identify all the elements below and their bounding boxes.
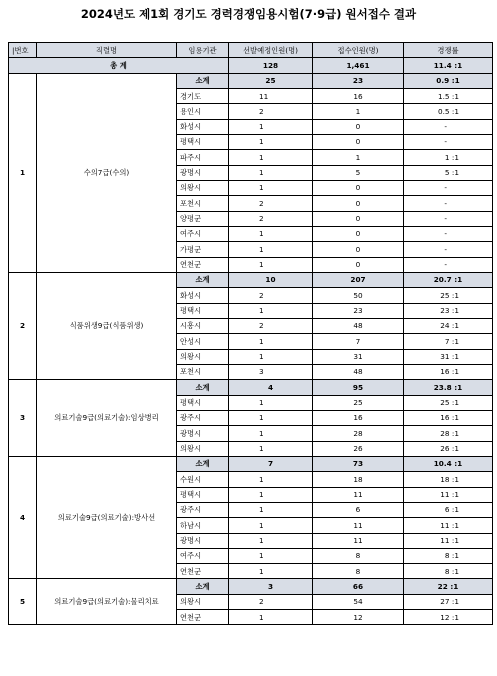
agency-cell: 포천시 bbox=[177, 364, 229, 379]
agency-cell: 수원시 bbox=[177, 472, 229, 487]
ratio-cell: 23.8 :1 bbox=[404, 380, 493, 395]
planned-cell: 1 bbox=[229, 257, 313, 272]
ratio-cell: - bbox=[404, 196, 493, 211]
agency-cell: 화성시 bbox=[177, 119, 229, 134]
planned-cell: 1 bbox=[229, 180, 313, 195]
ratio-cell: 16 :1 bbox=[404, 364, 493, 379]
planned-cell: 1 bbox=[229, 548, 313, 563]
header-applied: 접수인원(명) bbox=[313, 43, 404, 58]
ratio-cell: 0.5 :1 bbox=[404, 104, 493, 119]
applied-cell: 66 bbox=[313, 579, 404, 594]
agency-cell: 광주시 bbox=[177, 502, 229, 517]
group-number: 1 bbox=[9, 73, 37, 272]
ratio-cell: - bbox=[404, 211, 493, 226]
job-series-name: 의료기술9급(의료기술):물리치료 bbox=[37, 579, 177, 625]
ratio-cell: 5 :1 bbox=[404, 165, 493, 180]
ratio-cell: - bbox=[404, 242, 493, 257]
header-name: 직렬명 bbox=[37, 43, 177, 58]
ratio-cell: 25 :1 bbox=[404, 395, 493, 410]
planned-cell: 1 bbox=[229, 395, 313, 410]
ratio-cell: 23 :1 bbox=[404, 303, 493, 318]
ratio-cell: 20.7 :1 bbox=[404, 272, 493, 287]
applied-cell: 0 bbox=[313, 196, 404, 211]
subtotal-row bbox=[9, 272, 493, 287]
agency-cell: 평택시 bbox=[177, 395, 229, 410]
ratio-cell: - bbox=[404, 226, 493, 241]
applied-cell: 48 bbox=[313, 318, 404, 333]
applied-cell: 6 bbox=[313, 502, 404, 517]
planned-cell: 1 bbox=[229, 349, 313, 364]
applied-cell: 50 bbox=[313, 288, 404, 303]
agency-cell: 파주시 bbox=[177, 150, 229, 165]
agency-cell: 연천군 bbox=[177, 564, 229, 579]
agency-cell: 광명시 bbox=[177, 533, 229, 548]
total-applied: 1,461 bbox=[313, 58, 404, 73]
ratio-cell: 1 :1 bbox=[404, 150, 493, 165]
agency-cell: 안성시 bbox=[177, 334, 229, 349]
subtotal-row bbox=[9, 73, 493, 88]
applied-cell: 0 bbox=[313, 226, 404, 241]
agency-cell: 평택시 bbox=[177, 303, 229, 318]
applied-cell: 48 bbox=[313, 364, 404, 379]
applied-cell: 5 bbox=[313, 165, 404, 180]
applied-cell: 26 bbox=[313, 441, 404, 456]
applied-cell: 0 bbox=[313, 211, 404, 226]
planned-cell: 1 bbox=[229, 472, 313, 487]
planned-cell: 2 bbox=[229, 318, 313, 333]
planned-cell: 1 bbox=[229, 502, 313, 517]
job-series-name: 수의7급(수의) bbox=[37, 73, 177, 272]
agency-cell: 소계 bbox=[177, 456, 229, 471]
ratio-cell: 18 :1 bbox=[404, 472, 493, 487]
planned-cell: 2 bbox=[229, 104, 313, 119]
agency-cell: 평택시 bbox=[177, 134, 229, 149]
ratio-cell: - bbox=[404, 119, 493, 134]
ratio-cell: 24 :1 bbox=[404, 318, 493, 333]
planned-cell: 4 bbox=[229, 380, 313, 395]
planned-cell: 1 bbox=[229, 564, 313, 579]
agency-cell: 광명시 bbox=[177, 165, 229, 180]
applied-cell: 11 bbox=[313, 533, 404, 548]
header-org: 임용기관 bbox=[177, 43, 229, 58]
planned-cell: 1 bbox=[229, 410, 313, 425]
planned-cell: 3 bbox=[229, 364, 313, 379]
agency-cell: 소계 bbox=[177, 73, 229, 88]
header-planned: 선발예정인원(명) bbox=[229, 43, 313, 58]
applied-cell: 207 bbox=[313, 272, 404, 287]
planned-cell: 1 bbox=[229, 441, 313, 456]
page-title: 2024년도 제1회 경기도 경력경쟁임용시험(7·9급) 원서접수 결과 bbox=[80, 7, 417, 21]
planned-cell: 1 bbox=[229, 242, 313, 257]
planned-cell: 25 bbox=[229, 73, 313, 88]
agency-cell: 경기도 bbox=[177, 88, 229, 103]
agency-cell: 광명시 bbox=[177, 426, 229, 441]
ratio-cell: 28 :1 bbox=[404, 426, 493, 441]
ratio-cell: 8 :1 bbox=[404, 548, 493, 563]
group-number: 3 bbox=[9, 380, 37, 457]
planned-cell: 1 bbox=[229, 334, 313, 349]
ratio-cell: 12 :1 bbox=[404, 610, 493, 625]
total-planned: 128 bbox=[229, 58, 313, 73]
planned-cell: 1 bbox=[229, 119, 313, 134]
ratio-cell: 25 :1 bbox=[404, 288, 493, 303]
agency-cell: 여주시 bbox=[177, 226, 229, 241]
job-series-name: 의료기술9급(의료기술):임상병리 bbox=[37, 380, 177, 457]
group-number: 4 bbox=[9, 456, 37, 579]
applied-cell: 28 bbox=[313, 426, 404, 441]
ratio-cell: 22 :1 bbox=[404, 579, 493, 594]
planned-cell: 1 bbox=[229, 533, 313, 548]
planned-cell: 10 bbox=[229, 272, 313, 287]
planned-cell: 2 bbox=[229, 211, 313, 226]
subtotal-row bbox=[9, 380, 493, 395]
ratio-cell: 26 :1 bbox=[404, 441, 493, 456]
ratio-cell: 11 :1 bbox=[404, 518, 493, 533]
ratio-cell: 8 :1 bbox=[404, 564, 493, 579]
planned-cell: 1 bbox=[229, 518, 313, 533]
applied-cell: 23 bbox=[313, 73, 404, 88]
applied-cell: 1 bbox=[313, 150, 404, 165]
ratio-cell: 10.4 :1 bbox=[404, 456, 493, 471]
job-series-name: 식품위생9급(식품위생) bbox=[37, 272, 177, 379]
applied-cell: 16 bbox=[313, 88, 404, 103]
subtotal-row bbox=[9, 456, 493, 471]
agency-cell: 연천군 bbox=[177, 257, 229, 272]
total-label: 총 계 bbox=[9, 58, 229, 73]
agency-cell: 소계 bbox=[177, 579, 229, 594]
agency-cell: 의왕시 bbox=[177, 441, 229, 456]
applied-cell: 8 bbox=[313, 564, 404, 579]
ratio-cell: - bbox=[404, 134, 493, 149]
ratio-cell: 0.9 :1 bbox=[404, 73, 493, 88]
applied-cell: 0 bbox=[313, 134, 404, 149]
applied-cell: 11 bbox=[313, 518, 404, 533]
agency-cell: 소계 bbox=[177, 380, 229, 395]
planned-cell: 1 bbox=[229, 303, 313, 318]
planned-cell: 11 bbox=[229, 88, 313, 103]
ratio-cell: - bbox=[404, 180, 493, 195]
agency-cell: 양평군 bbox=[177, 211, 229, 226]
planned-cell: 1 bbox=[229, 134, 313, 149]
applied-cell: 8 bbox=[313, 548, 404, 563]
applied-cell: 95 bbox=[313, 380, 404, 395]
header-ratio: 경쟁률 bbox=[404, 43, 493, 58]
ratio-cell: 1.5 :1 bbox=[404, 88, 493, 103]
subtotal-row bbox=[9, 579, 493, 594]
results-table bbox=[8, 42, 493, 625]
applied-cell: 0 bbox=[313, 180, 404, 195]
group-number: 5 bbox=[9, 579, 37, 625]
ratio-cell: 31 :1 bbox=[404, 349, 493, 364]
header-row bbox=[9, 43, 493, 58]
planned-cell: 1 bbox=[229, 487, 313, 502]
applied-cell: 12 bbox=[313, 610, 404, 625]
planned-cell: 2 bbox=[229, 594, 313, 609]
applied-cell: 73 bbox=[313, 456, 404, 471]
agency-cell: 용인시 bbox=[177, 104, 229, 119]
applied-cell: 54 bbox=[313, 594, 404, 609]
ratio-cell: 7 :1 bbox=[404, 334, 493, 349]
planned-cell: 1 bbox=[229, 426, 313, 441]
agency-cell: 화성시 bbox=[177, 288, 229, 303]
planned-cell: 2 bbox=[229, 196, 313, 211]
total-row bbox=[9, 58, 493, 73]
agency-cell: 광주시 bbox=[177, 410, 229, 425]
applied-cell: 11 bbox=[313, 487, 404, 502]
applied-cell: 25 bbox=[313, 395, 404, 410]
planned-cell: 2 bbox=[229, 288, 313, 303]
job-series-name: 의료기술9급(의료기술):방사선 bbox=[37, 456, 177, 579]
applied-cell: 18 bbox=[313, 472, 404, 487]
total-ratio: 11.4 :1 bbox=[404, 58, 493, 73]
agency-cell: 평택시 bbox=[177, 487, 229, 502]
ratio-cell: 16 :1 bbox=[404, 410, 493, 425]
agency-cell: 가평군 bbox=[177, 242, 229, 257]
planned-cell: 1 bbox=[229, 610, 313, 625]
agency-cell: 하남시 bbox=[177, 518, 229, 533]
group-number: 2 bbox=[9, 272, 37, 379]
header-no: |번호 bbox=[9, 43, 37, 58]
agency-cell: 의왕시 bbox=[177, 180, 229, 195]
planned-cell: 1 bbox=[229, 150, 313, 165]
agency-cell: 포천시 bbox=[177, 196, 229, 211]
agency-cell: 의왕시 bbox=[177, 594, 229, 609]
agency-cell: 소계 bbox=[177, 272, 229, 287]
applied-cell: 23 bbox=[313, 303, 404, 318]
agency-cell: 의왕시 bbox=[177, 349, 229, 364]
agency-cell: 연천군 bbox=[177, 610, 229, 625]
applied-cell: 7 bbox=[313, 334, 404, 349]
applied-cell: 31 bbox=[313, 349, 404, 364]
agency-cell: 여주시 bbox=[177, 548, 229, 563]
agency-cell: 시흥시 bbox=[177, 318, 229, 333]
ratio-cell: 11 :1 bbox=[404, 487, 493, 502]
applied-cell: 0 bbox=[313, 257, 404, 272]
ratio-cell: - bbox=[404, 257, 493, 272]
ratio-cell: 27 :1 bbox=[404, 594, 493, 609]
planned-cell: 1 bbox=[229, 165, 313, 180]
applied-cell: 1 bbox=[313, 104, 404, 119]
planned-cell: 7 bbox=[229, 456, 313, 471]
applied-cell: 0 bbox=[313, 119, 404, 134]
planned-cell: 3 bbox=[229, 579, 313, 594]
planned-cell: 1 bbox=[229, 226, 313, 241]
ratio-cell: 11 :1 bbox=[404, 533, 493, 548]
ratio-cell: 6 :1 bbox=[404, 502, 493, 517]
applied-cell: 0 bbox=[313, 242, 404, 257]
applied-cell: 16 bbox=[313, 410, 404, 425]
